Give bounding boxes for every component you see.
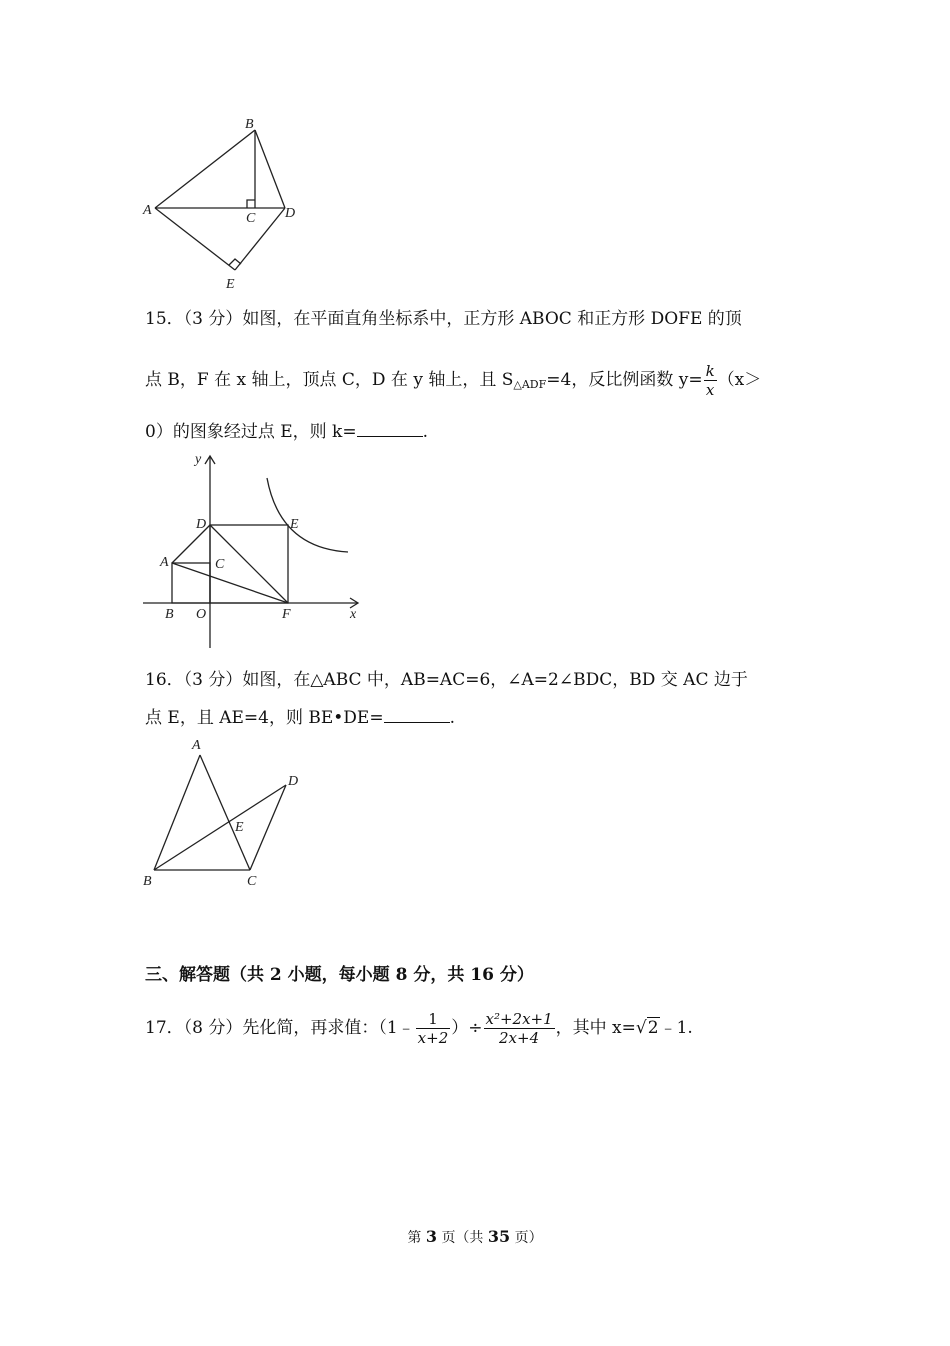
q15-line1: 15．（3 分）如图，在平面直角坐标系中，正方形 ABOC 和正方形 DOFE 的顶 [145,309,742,329]
q15-line2: 点 B，F 在 x 轴上，顶点 C，D 在 y 轴上，且 $S_{\triangle ADF}=4$，反比例函数 y= $\frac{k}{x}$ （x＞ [145,362,762,399]
figure-q15 [140,448,370,653]
label-d: D [196,517,207,532]
label-a: A [143,203,152,218]
label-c: C [215,557,225,572]
axis-x-label: x [350,607,357,622]
label-a: A [160,555,169,570]
label-d: D [285,206,296,221]
label-e: E [290,517,299,532]
label-e: E [235,820,244,835]
page-footer: 第 3 页（共 35 页） [407,1227,543,1246]
axis-y-label: y [195,452,202,467]
figure-q16 [140,735,320,895]
label-b: B [245,117,254,132]
label-o: O [196,607,207,622]
q15-line3: 0）的图象经过点 E，则 k= . [145,422,428,442]
sqrt-icon: √ [635,1018,647,1038]
page-number: 3 [425,1227,437,1246]
answer-blank-16 [384,708,450,723]
label-b: B [143,874,152,889]
answer-blank-15 [357,422,423,437]
q16-line1: 16．（3 分）如图，在△ABC 中，AB=AC=6，∠A=2∠BDC，BD 交 AC 边于 [145,670,748,690]
label-e: E [226,277,235,292]
section-title: 三、解答题（共 2 小题，每小题 8 分，共 16 分） [145,965,534,985]
figure-q14 [140,110,310,295]
q16-line2: 点 E，且 AE=4，则 BE•DE= . [145,708,455,728]
label-b: B [165,607,174,622]
page-total: 35 [487,1227,511,1246]
label-a: A [192,738,201,753]
label-c: C [247,874,257,889]
q17-line: 17．（8 分）先化简，再求值：（1﹣ $\frac{1}{x+2}$ ）÷ $\frac{\text{x²+2x+1}}{2x+4}$ ，其中 x=√2﹣1. [145,1010,693,1047]
label-d: D [288,774,299,789]
label-f: F [282,607,291,622]
label-c: C [246,211,256,226]
